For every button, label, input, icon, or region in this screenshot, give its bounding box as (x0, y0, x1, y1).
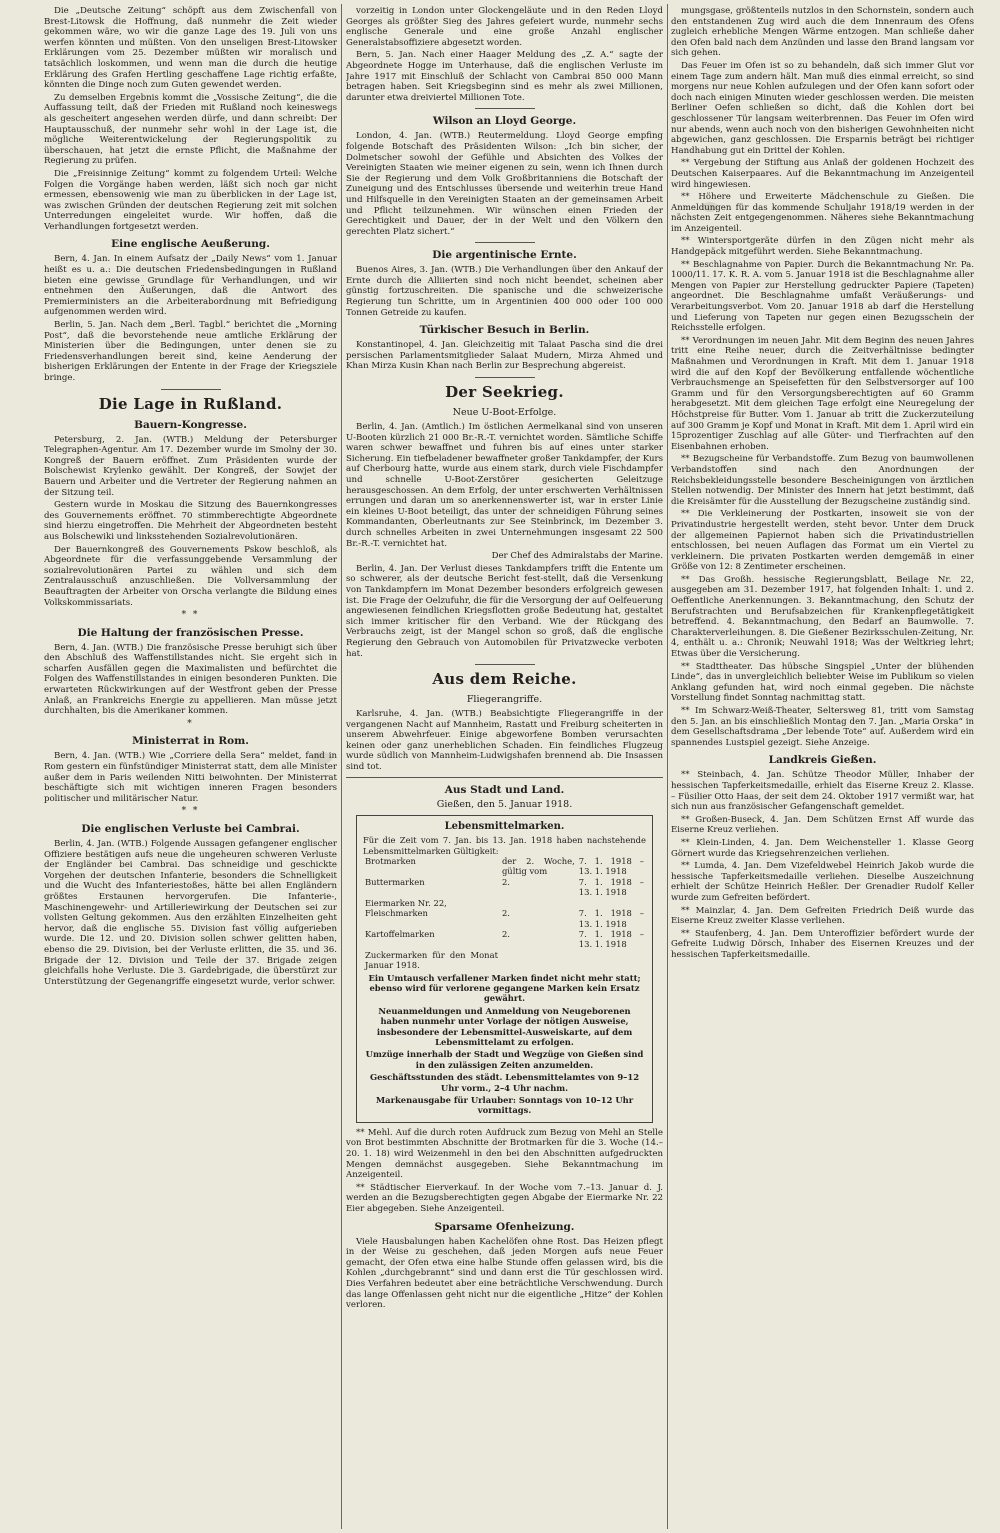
article-paragraph: ** Steinbach, 4. Jan. Schütze Theodor Müller, Inhaber der hessischen Tapferkeitsmedaille, erhielt das Eiserne Kreuz 2. Klasse. – Füsilier Otto Haas, der seit dem 24. Oktober 1917 vermißt war, hat sich nun aus französischer Gefangenschaft gemeldet. (671, 770, 974, 813)
subheadline-uboat: Neue U-Boot-Erfolge. (452, 407, 557, 419)
ration-row (363, 929, 646, 950)
ration-cell: Kartoffelmarken (365, 928, 435, 939)
divider-stars: * * (181, 806, 200, 817)
column-rule (667, 4, 668, 1529)
headline-wilson: Wilson an Lloyd George. (432, 115, 577, 128)
headline-city-and-country: Aus Stadt und Land. (444, 783, 565, 796)
ration-row (363, 856, 646, 877)
article-paragraph: Berlin, 5. Jan. Nach dem „Berl. Tagbl.“ berichtet die „Morning Post“, daß die bevorstehende neue amtliche Erklärung der Ministerien über die Bedingungen, unter denen sie zu Friedensverhandlungen bereit sind, keine Aenderung der bisherigen Erklärungen der Entente in der Frage der Kriegsziele bringe. (44, 320, 337, 383)
divider (475, 664, 535, 665)
article-paragraph: Berlin, 4. Jan. (WTB.) Folgende Aussagen gefangener englischer Offiziere bestätigen aufs neue die ungeheuren schweren Verluste der Engländer bei Cambrai. Das schneidige und geschickte Vorgehen der deutschen Infanterie, besonders die Schnelligkeit und die Wucht des Infanteriestoßes, hätte bei allen Engländern größtes Erstaunen hervorgerufen. Die Infanterie-, Maschinengewehr- und Artilleriewirkung der Deutschen sei zur vollsten Geltung gekommen. Aus den erzählten Einzelheiten geht hervor, daß die englische 55. Division fast völlig aufgerieben wurde. Die 12. und 20. Division sollen schwer gelitten haben, ebenso die 29. Division, bei der Verluste erlitten, die 35. und 36. Brigade der 12. Division und Teile der 37. Brigade zeigen gleichfalls hohe Verluste. Die 3. Gardebrigade, die überstürzt zur Unterstützung der Gegenangriffe eingesetzt wurde, verlor schwer. (44, 839, 337, 987)
article-paragraph: ** Mehl. Auf die durch roten Aufdruck zum Bezug von Mehl an Stelle von Brot bestimmten Abschnitte der Brotmarken für die 3. Woche (14.–20. 1. 18) wird Weizenmehl in den bei den Abschnitten aufgedruckten Mengen demnächst ausgegeben. Siehe Bekanntmachung im Anzeigenteil. (346, 1127, 663, 1181)
headline-argentine-harvest: Die argentinische Ernte. (432, 249, 577, 262)
article-paragraph: Berlin, 4. Jan. (Amtlich.) Im östlichen Aermelkanal sind von unseren U-Booten kürzlich 21 000 Br.-R.-T. vernichtet worden. Sämtliche Schiffe waren schwer bewaffnet und fuhren bis auf eines unter starker Sicherung. Ein tiefbeladener bewaffneter großer Tankdampfer, der Kurs auf Cherbourg hatte, wurde aus einem stark, durch viele Fischdampfer und schnelle U-Boot-Zerstörer gesicherten Geleitzuge herausgeschossen. An dem Erfolg, der unter erschwerten Verhältnissen errungen und daran um so anerkennenswerter ist, war in erster Linie ein kleines U-Boot beteiligt, das unter der schneidigen Führung seines Kommandanten, Oberleutnants zur See Steinbrinck, im Dezember 3. durch schnelles Arbeiten in zwei Unternehmungen insgesamt 22 500 Br.-R.-T. vernichtet hat. (346, 422, 663, 549)
divider-stars: * (187, 718, 194, 729)
divider (475, 377, 535, 378)
article-signature: Der Chef des Admiralstabs der Marine. (491, 551, 663, 562)
article-paragraph: London, 4. Jan. (WTB.) Reutermeldung. Lloyd George empfing folgende Botschaft des Präsidenten Wilson: „Ich bin sicher, der Dolmetscher sowohl der Gefühle und Absichten des Volkes der Vereinigten Staaten wie meiner eigenen zu sein, wenn ich Ihnen durch Sie der Regierung und dem Volk Großbritanniens die Botschaft der Zuneigung und des Entschlusses übersende und weiterhin treue Hand und Hilfsquelle in den Vereinigten Staaten an der gemeinsamen Arbeit und Pflicht teilzunehmen. Wir wünschen einen Frieden der Gerechtigkeit und Dauer, der in der Welt und den Völkern den gerechten Platz sichert.“ (346, 131, 663, 237)
ration-cell: Zuckermarken für den Monat Januar 1918. (365, 949, 498, 971)
article-paragraph: Der Bauernkongreß des Gouvernements Pskow beschloß, als Abgeordnete für die verfassunggebende Versammlung der sozialrevolutionären Partei zu wählen und sich dem Zentralausschuß anzuschließen. Die Vollversammlung der Beauftragten der Arbeiter von Orscha verlangte die Bildung eines Volkskommissariats. (44, 544, 337, 608)
article-paragraph: Petersburg, 2. Jan. (WTB.) Meldung der Petersburger Telegraphen-Agentur. Am 17. Dezember wurde im Smolny der 30. Kongreß der Bauern eröffnet. Zum Präsidenten wurde der Bolschewist Krylenko gewählt. Der Kongreß, der Sowjet der Bauern und Arbeiter und die Vertreter der Regierung nahmen an der Sitzung teil. (44, 434, 337, 498)
article-paragraph: Bern, 5. Jan. Nach einer Haager Meldung des „Z. A.“ sagte der Abgeordnete Hogge im Unterhause, daß die englischen Verluste im Jahre 1917 mit Einschluß der Schlacht von Cambrai 850 000 Mann betragen haben. Seit Kriegsbeginn sind es mehr als zwei Millionen, darunter etwa dreiviertel Millionen Tote. (346, 50, 663, 103)
ration-cell: der 2. Woche, gültig vom (501, 856, 575, 877)
headline-russia: Die Lage in Rußland. (98, 394, 283, 413)
ration-row (363, 950, 646, 971)
headline-french-press: Die Haltung der französischen Presse. (77, 626, 304, 639)
divider (346, 777, 663, 778)
article-paragraph: ** Lumda, 4. Jan. Dem Vizefeldwebel Heinrich Jakob wurde die hessische Tapferkeitsmedaille verliehen. Dieselbe Auszeichnung erhielt der Schütze Heinrich Heßler. Der Grenadier Rudolf Keller wurde zum Gefreiten befördert. (671, 861, 974, 903)
box-note: Markenausgabe für Urlauber: Sonntags von 10–12 Uhr vormittags. (375, 1095, 634, 1116)
divider (475, 108, 535, 109)
ration-cell: Buttermarken (365, 876, 425, 887)
box-intro: Für die Zeit vom 7. Jan. bis 13. Jan. 1918 haben nachstehende Lebensmittelmarken Gültigkeit: (363, 835, 646, 856)
column-rule (341, 4, 342, 1529)
article-paragraph: ** Staufenberg, 4. Jan. Dem Unteroffizier befördert wurde der Gefreite Ludwig Dörsch, Inhaber des Eisernen Kreuzes und der hessischen Tapferkeitsmedaille. (671, 928, 974, 960)
ration-row (363, 898, 646, 908)
article-paragraph: Bern, 4. Jan. (WTB.) Die französische Presse beruhigt sich über den Abschluß des Waffenstillstandes nicht. Sie ergeht sich in scharfen Ausfällen gegen die Maximalisten und befürchtet die Folgen des Waffenstillstandes in einigen besonderen Punkten. Die erwarteten Rückwirkungen auf der Westfront geben der Presse Anlaß, an Frankreichs Energie zu appellieren. Man müsse jetzt durchhalten, bis die Amerikaner kommen. (44, 642, 337, 717)
article-paragraph: ** Vergebung der Stiftung aus Anlaß der goldenen Hochzeit des Deutschen Kaiserpaares. Auf die Bekanntmachung im Anzeigenteil wird hingewiesen. (671, 158, 974, 190)
ration-cell: 2. (501, 928, 510, 939)
article-paragraph: Konstantinopel, 4. Jan. Gleichzeitig mit Talaat Pascha sind die drei persischen Parlamentsmitglieder Salaat Mudern, Mirza Ahmed und Khan Mirza Kusin Khan nach Berlin zur Besprechung abgereist. (346, 340, 663, 372)
article-paragraph: Viele Hausbalungen haben Kachelöfen ohne Rost. Das Heizen pflegt in der Weise zu geschehen, daß jeden Morgen aufs neue Feuer gemacht, der Ofen etwa eine halbe Stunde offen gelassen wird, bis die Kohlen „durchgebrannt“ sind und dann erst die Tür geschlossen wird. Dies Verfahren bedeutet aber eine beträchtliche Verschwendung. Durch das lange Offenlassen geht nicht nur die eigentliche „Hitze“ der Kohlen verloren. (346, 1236, 663, 1311)
article-paragraph: ** Mainzlar, 4. Jan. Dem Gefreiten Friedrich Deiß wurde das Eiserne Kreuz zweiter Klasse verliehen. (671, 905, 974, 927)
article-paragraph: Zu demselben Ergebnis kommt die „Vossische Zeitung“, die die Auffassung teilt, daß der Frieden mit Rußland noch keineswegs als gescheitert angesehen werden dürfe, und dann schreibt: Der Hauptausschuß, der nunmehr sehr wohl in der Lage ist, die mögliche Weiterentwickelung der Regierungspolitik zu überschauen, hat jetzt die ernste Pflicht, die Maßnahme der Regierung zu prüfen. (44, 92, 337, 167)
headline-district-giessen: Landkreis Gießen. (768, 754, 877, 767)
ration-cell: 7. 1. 1918 – 13. 1. 1918 (578, 876, 644, 898)
ration-cell: Eiermarken Nr. 22, (365, 897, 447, 908)
divider-stars: * * (181, 610, 200, 621)
headline-naval-war: Der Seekrieg. (445, 383, 564, 402)
dateline: Gießen, den 5. Januar 1918. (436, 798, 573, 810)
headline-council-rome: Ministerrat in Rom. (132, 735, 249, 748)
headline-turkish-visit: Türkischer Besuch in Berlin. (419, 324, 590, 337)
article-paragraph: ** Höhere und Erweiterte Mädchenschule zu Gießen. Die Anmeldungen für das kommende Schuljahr 1918/19 werden in der nächsten Zeit entgegengenommen. Näheres siehe Bekanntmachung im Anzeigenteil. (671, 192, 974, 234)
ration-cell: 7. 1. 1918 – 13. 1. 1918 (578, 928, 644, 950)
headline-cambrai-losses: Die englischen Verluste bei Cambrai. (81, 823, 300, 835)
article-paragraph: Das Feuer im Ofen ist so zu behandeln, daß sich immer Glut vor einem Tage zum andern hält. Man muß dies einmal erreicht, so sind morgens nur neue Kohlen aufzulegen und der Ofen kann sofort oder doch nach einigen Minuten wieder geschlossen werden. Die meisten Berliner Oefen schließen so dicht, daß die Kohlen dort bei geschlossener Tür langsam weiterbrennen. Das Feuer im Ofen wird nur abends, wenn auch noch von den bisherigen Gewohnheiten nicht abgewichen, ganz geschlossen. Die Ersparnis beträgt bei richtiger Handhabung gut ein Drittel der Kohlen. (671, 60, 974, 156)
article-paragraph: ** Klein-Linden, 4. Jan. Dem Weichensteller 1. Klasse Georg Görnert wurde das Kriegsehrenzeichen verliehen. (671, 837, 974, 859)
divider (161, 389, 221, 390)
article-paragraph: ** Bezugscheine für Verbandstoffe. Zum Bezug von baumwollenen Verbandstoffen sind nach den Anordnungen der Reichsbekleidungsstelle besondere Bescheinigungen von ärztlichen Stellen notwendig. Der Minister des Innern hat jetzt bestimmt, daß die Kreisämter für die Ausstellung der Bezugscheine zuständig sind. (671, 454, 974, 507)
box-note: Neuanmeldungen und Anmeldung von Neugeborenen haben nunmehr unter Vorlage der nötigen Ausweise, insbesondere der Lebensmittel-Ausweiskarte, auf dem Lebensmittelamt zu erfolgen. (376, 1005, 633, 1047)
ration-cell: Brotmarken (365, 856, 416, 867)
article-paragraph: vorzeitig in London unter Glockengeläute und in den Reden Lloyd Georges als größter Sieg des Jahres gefeiert wurde, nunmehr sechs englische Generale und eine große Anzahl englischer Generalstabsoffiziere abgesetzt worden. (346, 6, 663, 48)
box-note: Ein Umtausch verfallener Marken findet nicht mehr statt; ebenso wird für verlorene gegangene Marken kein Ersatz gewährt. (368, 972, 641, 1004)
column-middle (346, 6, 663, 1529)
ration-cell (577, 950, 646, 971)
ration-cell: Fleischmarken (365, 908, 428, 919)
article-paragraph: mungsgase, größtenteils nutzlos in den Schornstein, sondern auch den entstandenen Zug wird auch die dem Innenraum des Ofens zugleich erhebliche Mengen Wärme entzogen. Man schließe daher den Ofen bald nach dem Anzünden und lasse den Brand langsam vor sich gehen. (671, 6, 974, 59)
subheadline-air-raids: Fliegerangriffe. (466, 694, 543, 706)
article-paragraph: Die „Deutsche Zeitung“ schöpft aus dem Zwischenfall von Brest-Litowsk die Hoffnung, daß nunmehr die Zeit wieder gekommen wäre, wo wir die ganze Lage des 19. Juli von uns werfen könnten und müßten. Von den unseligen Brest-Litowsker Erklärungen vom 25. Dezember müßten wir moralisch und tatsächlich loskommen, und wenn man die durch die heutige Erklärung des Grafen Hertling geschaffene Lage richtig erfaßte, könnten die Dinge noch zum Guten gewendet werden. (44, 6, 337, 91)
article-paragraph: Bern, 4. Jan. (WTB.) Wie „Corriere della Sera“ meldet, fand in Rom gestern ein fünfstündiger Ministerrat statt, dem alle Minister außer dem in Paris weilenden Nitti beiwohnten. Der Ministerrat beschäftigte sich mit wichtigen inneren Fragen besonders politischer und militärischer Natur. (44, 751, 337, 804)
column-right (671, 6, 974, 1529)
subheadline-peasant-congress: Bauern-Kongresse. (134, 418, 247, 431)
ration-cell (500, 898, 577, 908)
article-paragraph: Karlsruhe, 4. Jan. (WTB.) Beabsichtigte Fliegerangriffe in der vergangenen Nacht auf Mannheim, Rastatt und Freiburg scheiterten in unserem Abwehrfeuer. Einige abgeworfene Bomben verursachten keinen oder ganz unerheblichen Schaden. Ein feindliches Flugzeug wurde südlich von Mannheim-Ludwigshafen brennend ab. Die Insassen sind tot. (346, 709, 663, 773)
box-note: Geschäftsstunden des städt. Lebensmittelamtes von 9–12 Uhr vorm., 2–4 Uhr nachm. (369, 1072, 640, 1093)
article-paragraph: Bern, 4. Jan. In einem Aufsatz der „Daily News“ vom 1. Januar heißt es u. a.: Die deutschen Friedensbedingungen in Rußland bieten eine gewisse Grundlage für Verhandlungen, und wir entnehmen den Äußerungen, daß die Antwort des Premierministers an die Arbeiterabordnung mit Befriedigung aufgenommen werden wird. (44, 254, 337, 318)
ration-row (363, 877, 646, 898)
ration-cell (577, 898, 646, 908)
article-paragraph: ** Stadttheater. Das hübsche Singspiel „Unter der blühenden Linde“, das in unvergleichlich beliebter Weise im Publikum so vielen Anklang gefunden hat, wird noch einmal gegeben. Die nächste Vorstellung findet Sonntag nachmittag statt. (671, 661, 974, 704)
article-paragraph: Gestern wurde in Moskau die Sitzung des Bauernkongresses des Gouvernements eröffnet. 70 stimmberechtigte Abgeordnete sind hierzu eingetroffen. Die Mehrheit der Abgeordneten besteht aus Bolschewiki und linksstehenden Sozialrevolutionären. (44, 500, 337, 542)
article-paragraph: ** Die Verkleinerung der Postkarten, insoweit sie von der Privatindustrie hergestellt werden, steht bevor. Unter dem Druck der allgemeinen Papiernot haben sich die Privatindustriellen entschlossen, bei neuen Auflagen das Format um ein Viertel zu verkleinern. Die privaten Postkarten werden demgemäß in einer Größe von 12: 8 Zentimeter erscheinen. (671, 509, 974, 573)
article-paragraph: Buenos Aires, 3. Jan. (WTB.) Die Verhandlungen über den Ankauf der Ernte durch die Alliierten sind noch nicht beendet, scheinen aber günstig fortzuschreiten. Die spanische und die schweizerische Regierung tun Schritte, um in Argentinien 400 000 oder 100 000 Tonnen Getreide zu kaufen. (346, 265, 663, 318)
ration-cell: 2. (501, 876, 510, 887)
article-paragraph: ** Großen-Buseck, 4. Jan. Dem Schützen Ernst Aff wurde das Eiserne Kreuz verliehen. (671, 814, 974, 836)
headline-oven-heating: Sparsame Ofenheizung. (434, 1220, 575, 1233)
article-paragraph: ** Im Schwarz-Weiß-Theater, Seltersweg 81, tritt vom Samstag den 5. Jan. an bis einschließlich Montag den 7. Jan. „Maria Orska“ in dem Gesellschaftsdrama „Der lebende Tote“ auf. Außerdem wird ein spannendes Lustspiel gezeigt. Siehe Anzeige. (671, 706, 974, 748)
ration-cell (500, 950, 577, 971)
headline-reich: Aus dem Reiche. (432, 670, 577, 689)
ration-cell: 7. 1. 1918 – 13. 1. 1918 (578, 908, 644, 929)
box-note: Umzüge innerhalb der Stadt und Wegzüge von Gießen sind in den zulässigen Zeiten anzumelden. (365, 1049, 644, 1070)
box-title: Lebensmittelmarken. (444, 821, 565, 833)
article-paragraph: ** Verordnungen im neuen Jahr. Mit dem Beginn des neuen Jahres tritt eine Reihe neuer, durch die Zeitverhältnisse bedingter Maßnahmen und Verordnungen in Kraft. Mit dem 1. Januar 1918 wird die auf den Kopf der Bevölkerung entfallende wöchentliche Verbrauchsmenge an Speisefetten für den Selbstversorger auf 100 Gramm und für den Versorgungsberechtigten auf 60 Gramm herabgesetzt. Mit dem gleichen Tage erfolgt eine Neuregelung der Höchstpreise für Butter. Vom 1. Januar ab tritt die Zuckerzuteilung auf 300 Gramm je Kopf und Monat in Kraft. Mit dem 1. April wird ein 15prozentiger Zuschlag auf alle Güter- und Tierfrachten auf den Eisenbahnen erhoben. (671, 335, 974, 452)
article-paragraph: ** Städtischer Eierverkauf. In der Woche vom 7.–13. Januar d. J. werden an die Bezugsberechtigten gegen Abgabe der Eiermarke Nr. 22 Eier abgegeben. Siehe Anzeigenteil. (346, 1182, 663, 1214)
divider (475, 242, 535, 243)
column-left (44, 6, 337, 1529)
headline-english-statement: Eine englische Aeußerung. (111, 238, 270, 251)
article-paragraph: ** Wintersportgeräte dürfen in den Zügen nicht mehr als Handgepäck mitgeführt werden. Siehe Bekanntmachung. (671, 236, 974, 258)
article-paragraph: Die „Freisinnige Zeitung“ kommt zu folgendem Urteil: Welche Folgen die Vorgänge haben werden, läßt sich noch gar nicht ermessen, ebensowenig wie man zu überblicken in der Lage ist, was zwischen Gründen der deutschen Regierung zeit mit solchen Unterredungen eingeleitet wurde. Wir hoffen, daß die Verhandlungen fortgesetzt werden. (44, 168, 337, 232)
ration-cell: 7. 1. 1918 – 13. 1. 1918 (578, 856, 644, 877)
ration-cell: 2. (501, 908, 510, 919)
ration-table (363, 856, 646, 970)
ration-cards-box (356, 815, 653, 1123)
article-paragraph: Berlin, 4. Jan. Der Verlust dieses Tankdampfers trifft die Entente um so schwerer, als der deutsche Bericht fest-stellt, daß die Versenkung von Tankdampfern im Monat Dezember besonders erfolgreich gewesen ist. Die Frage der Oelzufuhr, die für die Versorgung der auf Oelfeuerung angewiesenen feindlichen Kriegsflotten große Bedeutung hat, gestaltet sich immer kritischer für den Verband. Wie der Rückgang des Verbrauchs zeigt, ist der Mangel schon so groß, daß die englische Regierung den Gebrauch von Automobilen für Privatzwecke verboten hat. (346, 563, 663, 659)
ration-row (363, 908, 646, 929)
article-paragraph: ** Das Großh. hessische Regierungsblatt, Beilage Nr. 22, ausgegeben am 31. Dezember 1917, hat folgenden Inhalt: 1. und 2. Oeffentliche Anerkennungen. 3. Bekanntmachung, den Schutz der Berufstrachten und Berufsabzeichen für Krankenpflegetätigkeit betreffend. 4. Bekanntmachung, den Bedarf an Baumwolle. 7. Charakterverleihungen. 8. Die Gießener Bezirksschulen-Zeitung, Nr. 4, enthält u. a.: Chronik; Neuwahl 1918; Was der Weltkrieg lehrt; Etwas über die Versicherung. (671, 574, 974, 660)
article-paragraph: ** Beschlagnahme von Papier. Durch die Bekanntmachung Nr. Pa. 1000/11. 17. K. R. A. vom 5. Januar 1918 ist die Beschlagnahme aller Mengen von Papier zur Herstellung gedruckter Papiere (Tapeten) angeordnet. Die Beschlagnahme umfaßt Veräußerungs- und Verarbeitungsverbot. Vom 20. Januar 1918 ab darf die Herstellung und Lieferung von Tapeten nur gegen einen Bezugsschein der Reichsstelle erfolgen. (671, 259, 974, 334)
